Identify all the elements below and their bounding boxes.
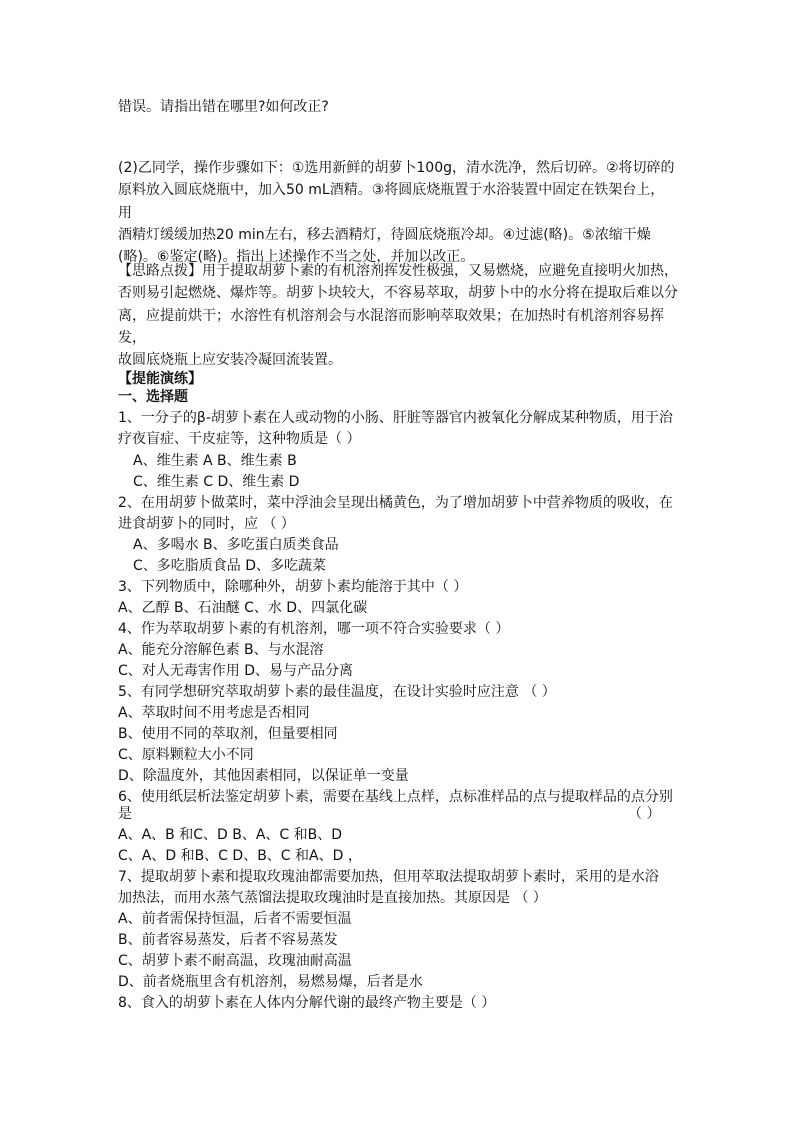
question-continuation: 错误。请指出错在哪里?如何改正? <box>118 99 329 115</box>
question-7-option: B、前者容易蒸发，后者不容易蒸发 <box>118 932 338 948</box>
question-7-option: C、胡萝卜素不耐高温，玫瑰油耐高温 <box>118 953 352 969</box>
question-4-option: A、能充分溶解色素 B、与水混溶 <box>118 642 324 658</box>
question-6-option: C、A、D 和B、C D、B、C 和A、D ， <box>118 848 362 864</box>
question-5-line: 5、有同学想研究萃取胡萝卜素的最佳温度，在设计实验时应注意 （ ） <box>118 684 556 700</box>
question-7-line: 加热法，而用水蒸气蒸馏法提取玫瑰油时是直接加热。其原因是 （ ） <box>118 890 547 906</box>
question-7-option: D、前者烧瓶里含有机溶剂，易燃易爆，后者是水 <box>118 974 423 990</box>
question-5-option: B、使用不同的萃取剂，但量要相同 <box>118 726 338 742</box>
question-4-option: C、对人无毒害作用 D、易与产品分离 <box>118 663 354 679</box>
question-5-option: D、除温度外，其他因素相同，以保证单一变量 <box>118 768 409 784</box>
question-7-line: 7、提取胡萝卜素和提取玫瑰油都需要加热，但用萃取法提取胡萝卜素时，采用的是水浴 <box>118 869 659 885</box>
paragraph-line: 否则易引起燃烧、爆炸等。胡萝卜块较大，不容易萃取，胡萝卜中的水分将在提取后难以分 <box>118 285 678 302</box>
paragraph-line: 离，应提前烘干；水溶性有机溶剂会与水混溶而影响萃取效果；在加热时有机溶剂容易挥发， <box>118 307 664 346</box>
question-2-line: 进食胡萝卜的同时，应 （ ） <box>118 516 295 532</box>
paragraph-line: 酒精灯缓缓加热20 min左右，移去酒精灯，待圆底烧瓶冷却。④过滤(略)。⑤浓缩干燥 <box>118 226 651 243</box>
paragraph-line: 故圆底烧瓶上应安装冷凝回流装置。 <box>118 352 342 369</box>
question-6-option: A、A、B 和C、D B、A、C 和B、D <box>118 827 343 843</box>
question-4-line: 4、作为萃取胡萝卜素的有机溶剂，哪一项不符合实验要求（ ） <box>118 621 510 637</box>
hint-paragraph <box>118 260 678 371</box>
question-2-option: C、多吃脂质食品 D、多吃蔬菜 <box>133 558 327 574</box>
question-3-option: A、乙醇 B、石油醚 C、水 D、四氯化碳 <box>118 600 368 616</box>
question-1-line: 疗夜盲症、干皮症等，这种物质是（ ） <box>118 431 361 447</box>
paragraph-line: 【思路点拨】用于提取胡萝卜素的有机溶剂挥发性极强，又易燃烧，应避免直接明火加热， <box>118 263 678 279</box>
paragraph-line: (略)。⑥鉴定(略)。指出上述操作不当之处，并加以改正。 <box>118 249 475 266</box>
question-6-line: 是 <box>118 806 132 822</box>
question-7-option: A、前者需保持恒温，后者不需要恒温 <box>118 911 352 927</box>
paragraph-line: (2)乙同学，操作步骤如下：①选用新鲜的胡萝卜100g，清水洗净，然后切碎。②将切碎的 <box>118 160 675 176</box>
paragraph-line: 原料放入圆底烧瓶中，加入50 mL酒精。③将圆底烧瓶置于水浴装置中固定在铁架台上，用 <box>118 182 665 221</box>
section-title: 【提能演练】 <box>118 371 202 387</box>
question-1-line: 1、一分子的β-胡萝卜素在人或动物的小肠、肝脏等器官内被氧化分解成某种物质，用于治 <box>118 410 673 426</box>
question-8-line: 8、食入的胡萝卜素在人体内分解代谢的最终产物主要是（ ） <box>118 995 496 1011</box>
question-5-option: A、萃取时间不用考虑是否相同 <box>118 705 310 721</box>
question-3-line: 3、下列物质中，除哪种外，胡萝卜素均能溶于其中（ ） <box>118 579 468 595</box>
subsection-title: 一、选择题 <box>118 389 188 405</box>
question-6-line: 6、使用纸层析法鉴定胡萝卜素，需要在基线上点样，点标准样品的点与提取样品的点分别 <box>118 789 673 805</box>
answer-paren: （ ） <box>628 806 661 822</box>
question-2-option: A、多喝水 B、多吃蛋白质类食品 <box>133 537 339 553</box>
question-1-option: C、维生素 C D、维生素 D <box>133 474 300 490</box>
question-2-line: 2、在用胡萝卜做菜时，菜中浮油会呈现出橘黄色，为了增加胡萝卜中营养物质的吸收，在 <box>118 495 673 511</box>
question-1-option: A、维生素 A B、维生素 B <box>133 453 297 469</box>
part-2-paragraph <box>118 157 678 268</box>
question-5-option: C、原料颗粒大小不同 <box>118 747 254 763</box>
